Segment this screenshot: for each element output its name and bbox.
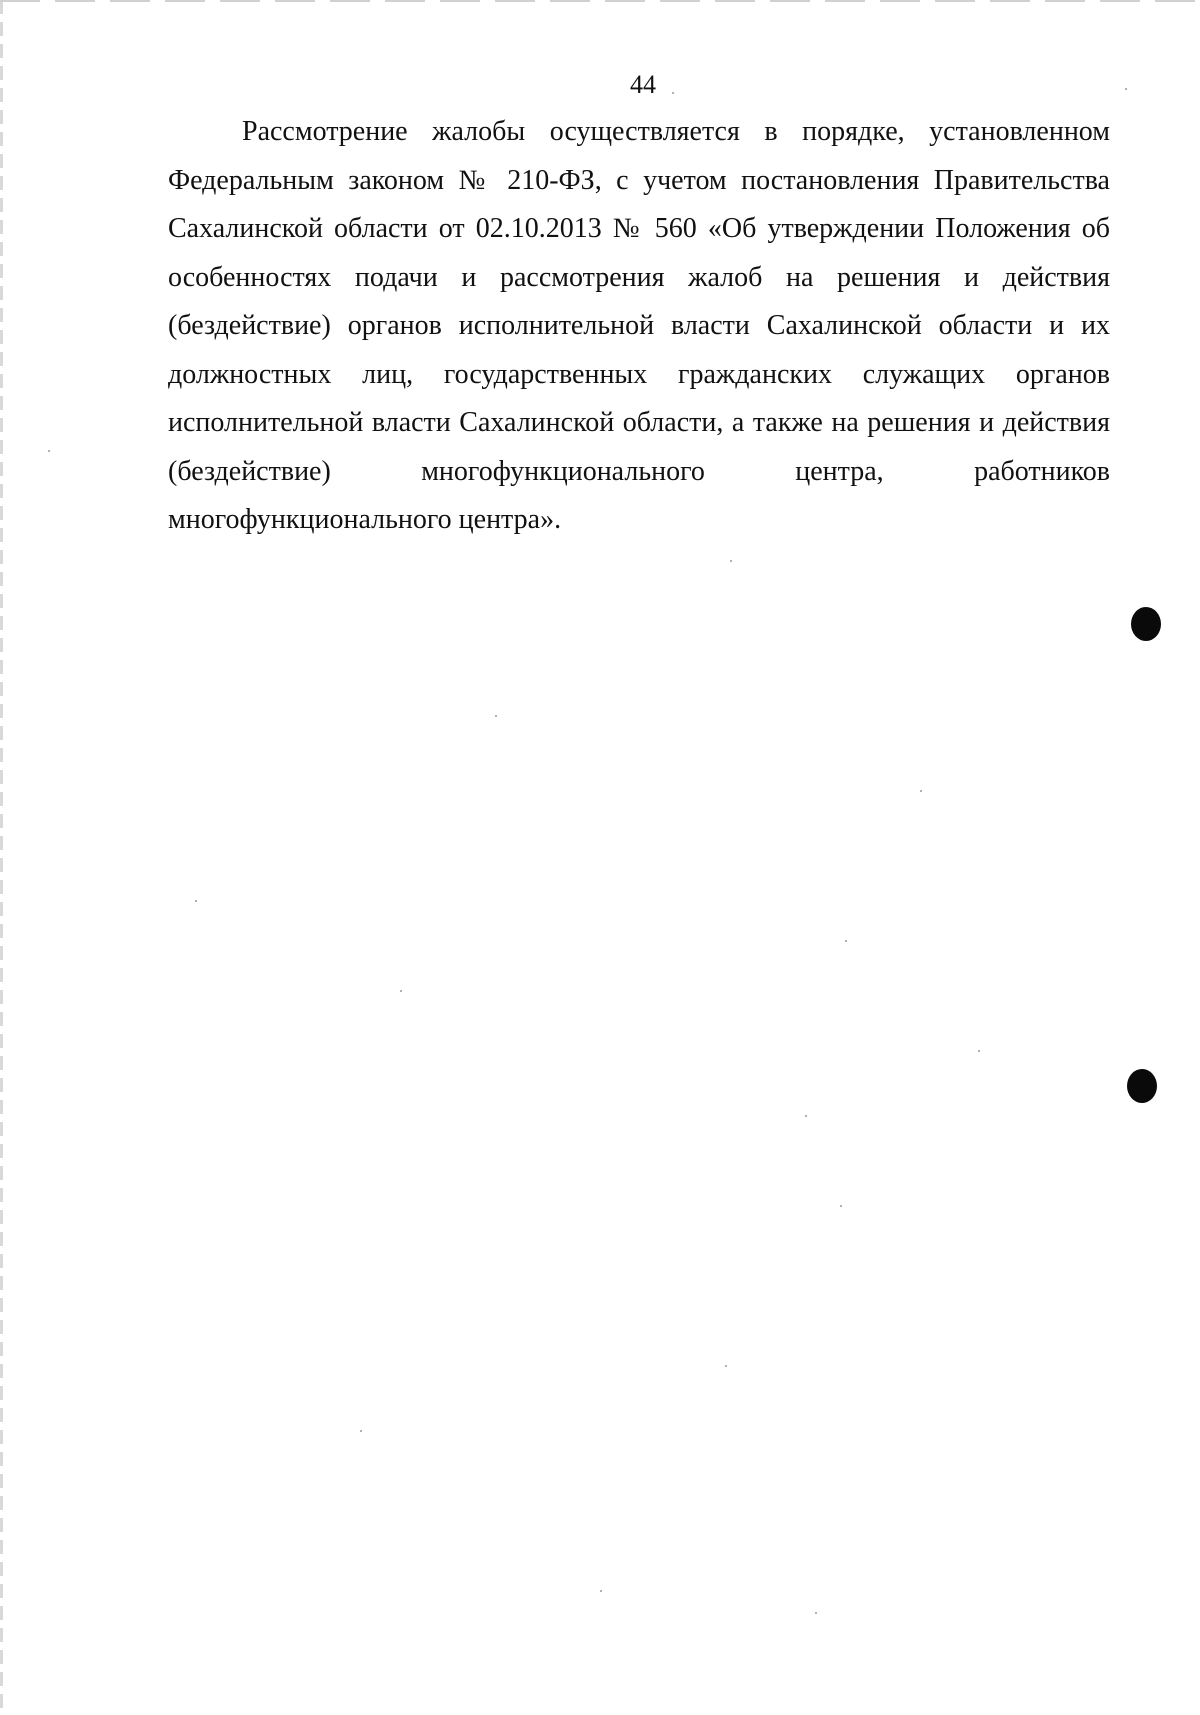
punch-hole-bottom [1127,1069,1157,1103]
scan-speck [805,1115,807,1117]
scan-speck [672,92,674,94]
scan-speck [1125,88,1127,90]
page-number: 44 [630,70,656,99]
scan-speck [978,1050,980,1052]
scan-speck [600,1590,602,1592]
scan-speck [840,1205,842,1207]
body-paragraph: Рассмотрение жалобы осуществляется в порядке, установленном Федеральным законом № 210-ФЗ, с учетом постановления Правительства Сахалинской области от 02.10.2013 № 560 «Об утверждении Положения об особенностях подачи и рассмотрения жалоб на решения и действия (бездействие) органов исполнительной власти Сахалинской области и их должностных лиц, государственных гражданских служащих органов исполнительной власти Сахалинской области, а также на решения и действия (бездействие) многофункционального центра, работников многофункционального центра». [168,116,1110,535]
punch-hole-top [1131,607,1161,641]
scan-speck [815,1612,817,1614]
scan-speck [495,715,497,717]
scan-speck [400,990,402,992]
scan-left-edge [0,0,3,1715]
scan-speck [195,900,197,902]
scan-speck [845,940,847,942]
scan-speck [48,450,50,452]
scan-speck [920,790,922,792]
scan-speck [730,560,732,562]
scan-speck [360,1430,362,1432]
scan-speck [725,1365,727,1367]
scan-top-edge [0,0,1200,2]
